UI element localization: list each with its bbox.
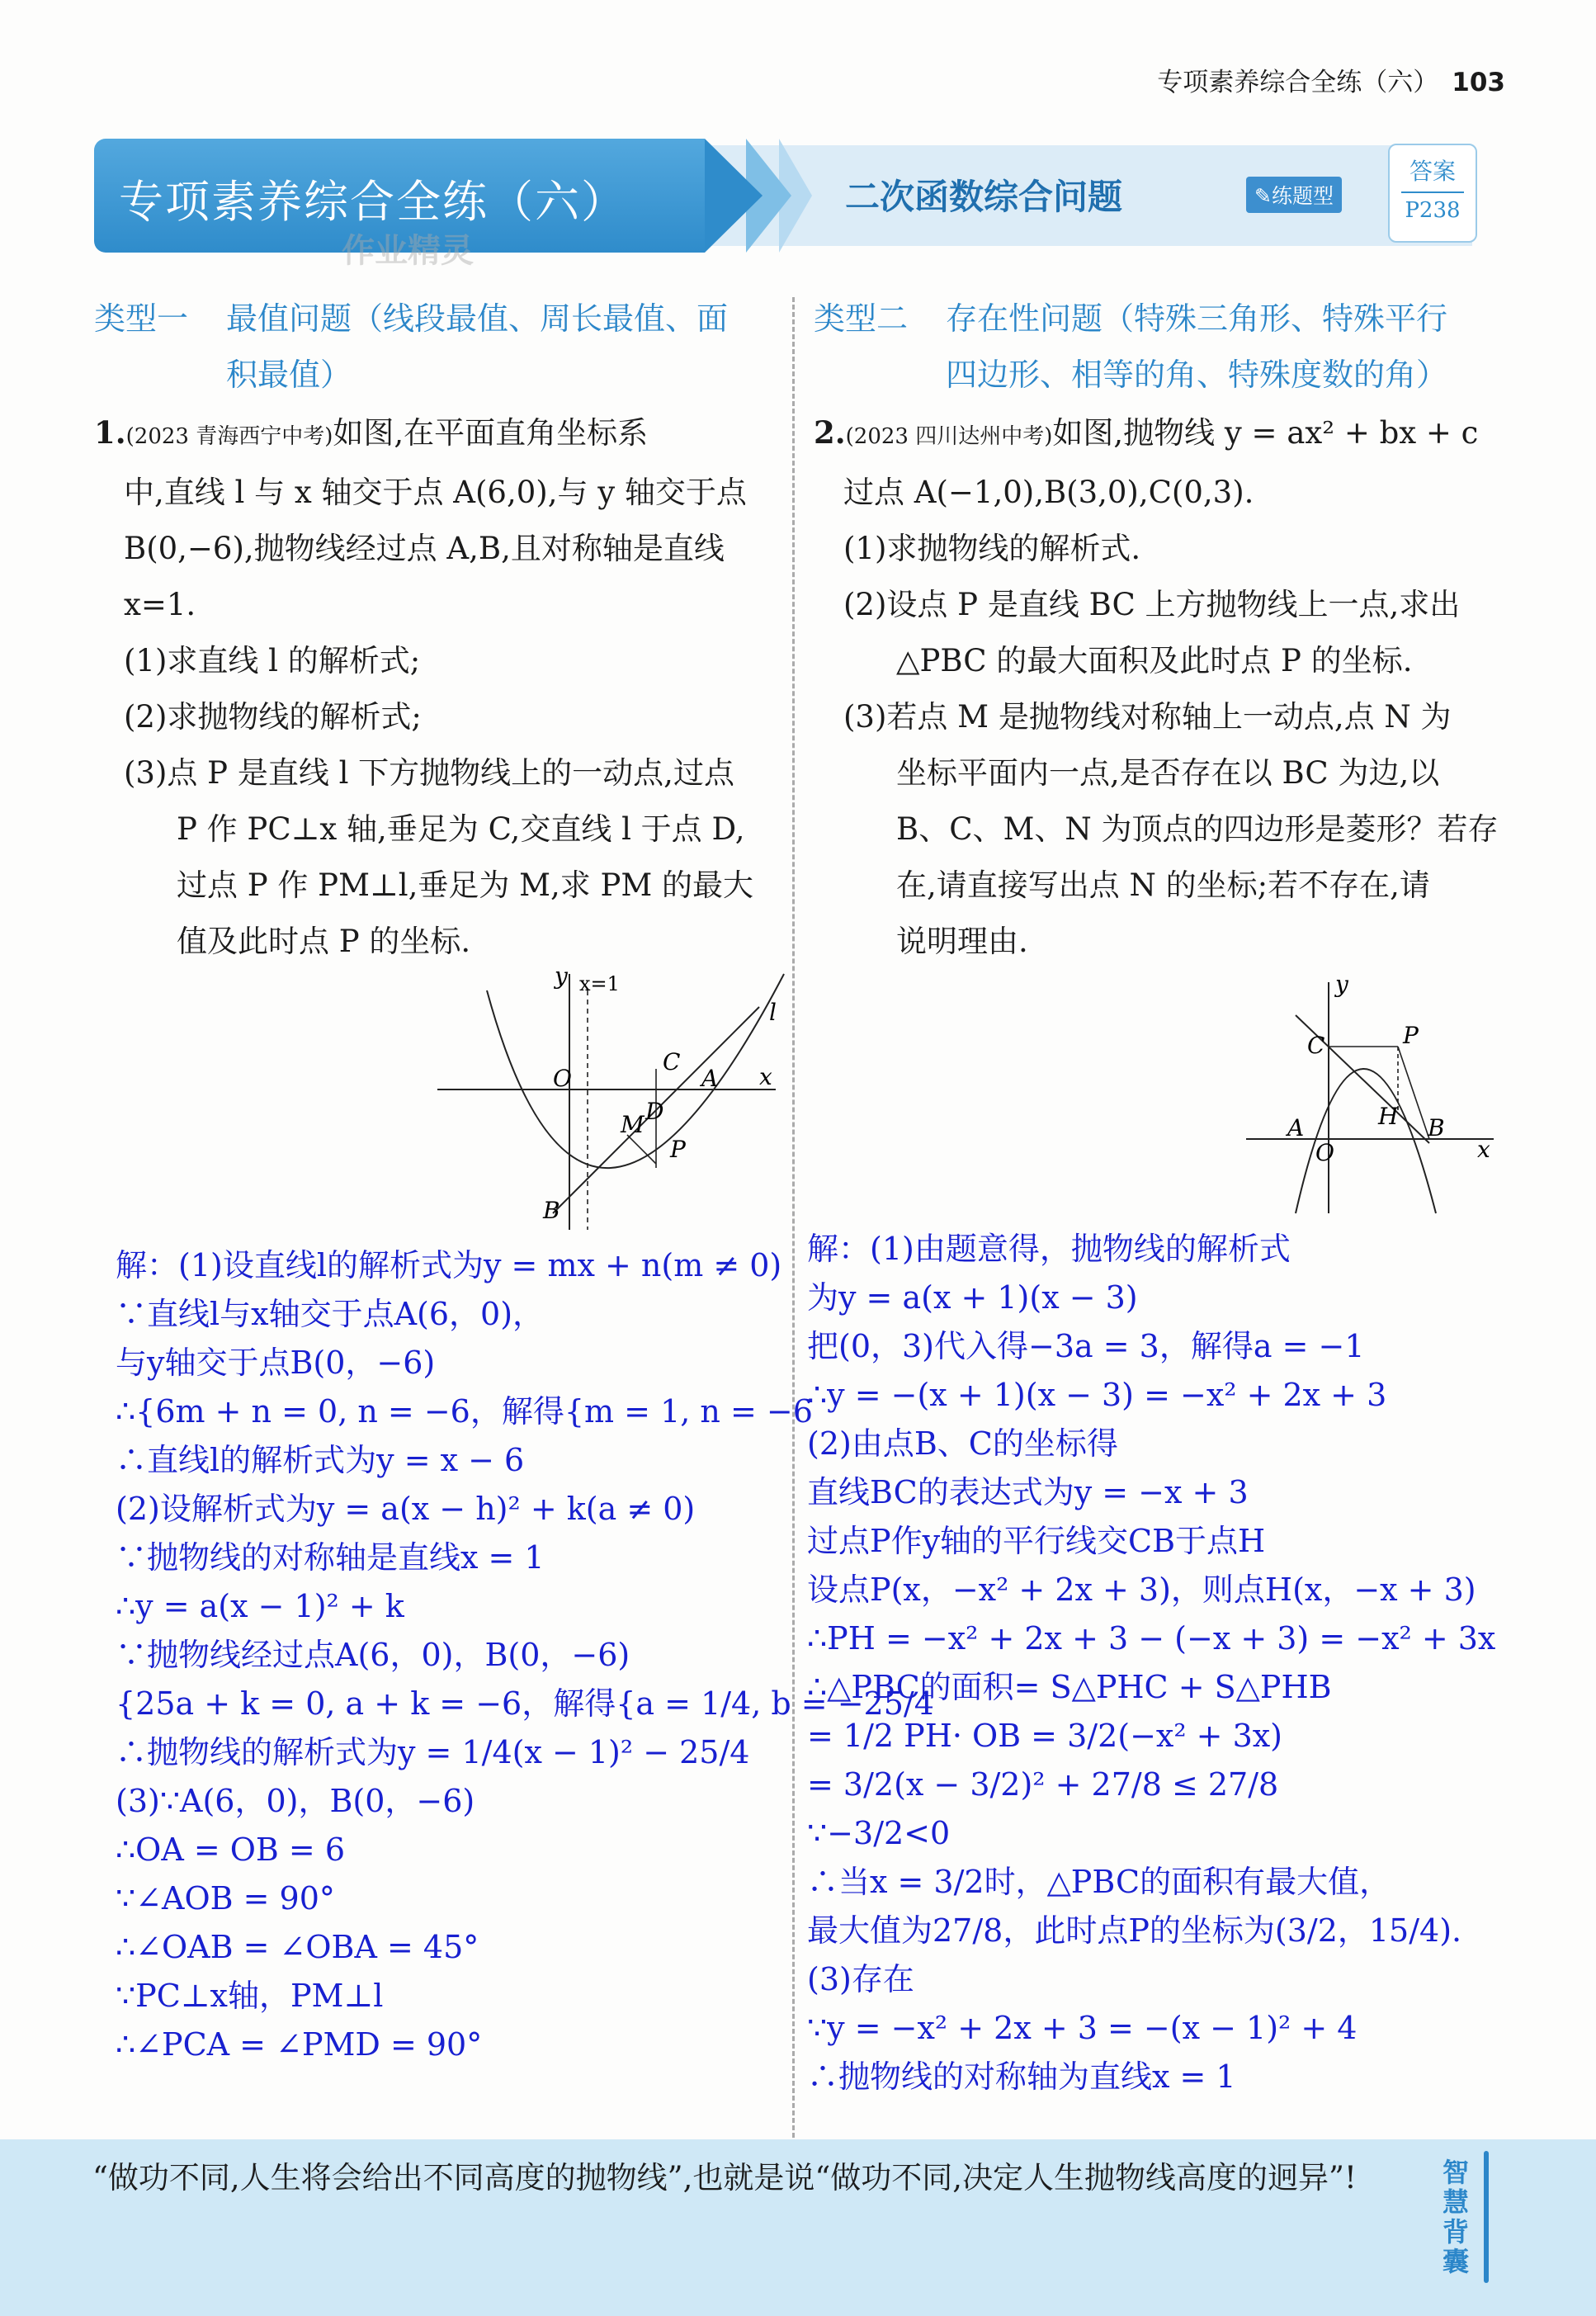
solution-1: 解：(1)设直线l的解析式为y = mx + n(m ≠ 0) ∵直线l与x轴交于点A(6，0)， 与y轴交于点B(0，−6) ∴{6m + n = 0, n = −6，解得{m = 1, n = −6 ∴直线l的解析式为y = x − 6 (2)设解析式为y = a(x − h)² + k(a ≠ 0) ∵抛物线的对称轴是直线x = 1 ∴y = a(x − 1)² + k ∵抛物线经过点A(6，0)，B(0，−6) {25a + k = 0, a + k = −6，解得{a = 1/4, b = −25/4 ∴抛物线的解析式为y = 1/4(x − 1)² − 25/4 (3)∵A(6，0)，B(0，−6) ∴OA = OB = 6 ∵∠AOB = 90° ∴∠OAB = ∠OBA = 45° ∵PC⊥x轴，PM⊥l ∴∠PCA = ∠PMD = 90° — [116, 1247, 934, 2063]
left-category-heading: 类型一 最值问题（线段最值、周长最值、面 积最值） — [94, 300, 729, 393]
segment-pb — [1398, 1047, 1429, 1139]
banner-subtitle: 二次函数综合问题 — [845, 177, 1123, 217]
answer-page: P238 — [1405, 198, 1461, 223]
answer-label: 答案 — [1409, 158, 1456, 185]
svg-text:B: B — [1428, 1114, 1445, 1141]
svg-text:P: P — [670, 1136, 686, 1163]
side-tag: 智慧背囊 — [1443, 2157, 1470, 2277]
svg-text:x=1: x=1 — [579, 972, 620, 995]
page-number: 103 — [1452, 68, 1505, 97]
svg-text:A: A — [701, 1065, 719, 1092]
svg-text:P: P — [1403, 1022, 1419, 1049]
problem-2: 2.(2023 四川达州中考)如图,抛物线 y = ax² + bx + c 过点 A(−1,0),B(3,0),C(0,3). (1)求抛物线的解析式. (2)设点 P 是直线 BC 上方抛物线上一点,求出 △PBC 的最大面积及此时点 P 的坐标. (3)若点 M 是抛物线对称轴上一动点,点 N 为 坐标平面内一点,是否存在以 BC 为边,以 B、C、M、N 为顶点的四边形是菱形？若存 在,请直接写出点 N 的坐标;若不存在,请 说明理由. — [814, 414, 1499, 959]
svg-text:O: O — [1315, 1139, 1334, 1166]
watermark: 作业精灵 — [342, 232, 474, 270]
problem-1: 1.(2023 青海西宁中考)如图,在平面直角坐标系 中,直线 l 与 x 轴交于点 A(6,0),与 y 轴交于点 B(0,−6),抛物线经过点 A,B,且对称轴是直线 x=1. (1)求直线 l 的解析式; (2)求抛物线的解析式; (3)点 P 是直线 l 下方抛物线上的一动点,过点 P 作 PC⊥x 轴,垂足为 C,交直线 l 于点 D, 过点 P 作 PM⊥l,垂足为 M,求 PM 的最大 值及此时点 P 的坐标. — [94, 414, 754, 959]
running-header-section: 专项素养综合全练（六） — [1157, 68, 1439, 97]
svg-text:l: l — [769, 999, 777, 1026]
svg-text:C: C — [1307, 1032, 1325, 1059]
svg-text:x: x — [759, 1063, 772, 1090]
pencil-icon: ✎ — [1254, 184, 1272, 208]
svg-text:A: A — [1287, 1114, 1305, 1141]
section-banner — [94, 139, 1497, 270]
svg-text:D: D — [645, 1098, 664, 1125]
running-header — [1157, 61, 1505, 98]
svg-text:y: y — [1335, 974, 1348, 998]
answer-box — [1388, 144, 1477, 243]
right-category-heading: 类型二 存在性问题（特殊三角形、特殊平行 四边形、相等的角、特殊度数的角） — [814, 300, 1448, 393]
svg-text:O: O — [553, 1065, 572, 1092]
side-bar — [1484, 2151, 1489, 2283]
svg-text:M: M — [621, 1111, 645, 1138]
svg-text:B: B — [543, 1197, 560, 1224]
footer-quote: “做功不同,人生将会给出不同高度的抛物线”,也就是说“做功不同,决定人生抛物线高度的迥异”! — [92, 2160, 1357, 2195]
parabola — [487, 974, 784, 1168]
svg-text:x: x — [1477, 1136, 1490, 1163]
figure-1 — [429, 966, 792, 1238]
solution-2: 解：(1)由题意得，抛物线的解析式 为y = a(x + 1)(x − 3) 把(0，3)代入得−3a = 3，解得a = −1 ∴y = −(x + 1)(x − 3) = −x² + 2x + 3 (2)由点B、C的坐标得 直线BC的表达式为y = −x + 3 过点P作y轴的平行线交CB于点H 设点P(x，−x² + 2x + 3)，则点H(x，−x + 3) ∴PH = −x² + 2x + 3 − (−x + 3) = −x² + 3x ∴△PBC的面积= S△PHC + S△PHB = 1/2 PH· OB = 3/2(−x² + 3x) = 3/2(x − 3/2)² + 27/8 ≤ 27/8 ∵−3/2<0 ∴当x = 3/2时，△PBC的面积有最大值， 最大值为27/8，此时点P的坐标为(3/2，15/4). (3)存在 ∵y = −x² + 2x + 3 = −(x − 1)² + 4 ∴抛物线的对称轴为直线x = 1 — [807, 1231, 1496, 2095]
banner-title: 专项素养综合全练（六） — [119, 176, 627, 228]
svg-text:C: C — [663, 1048, 681, 1075]
svg-text:H: H — [1378, 1103, 1399, 1130]
figure-2 — [1238, 974, 1502, 1222]
svg-text:y: y — [555, 966, 568, 990]
practice-tag: ✎练题型 — [1246, 177, 1342, 213]
